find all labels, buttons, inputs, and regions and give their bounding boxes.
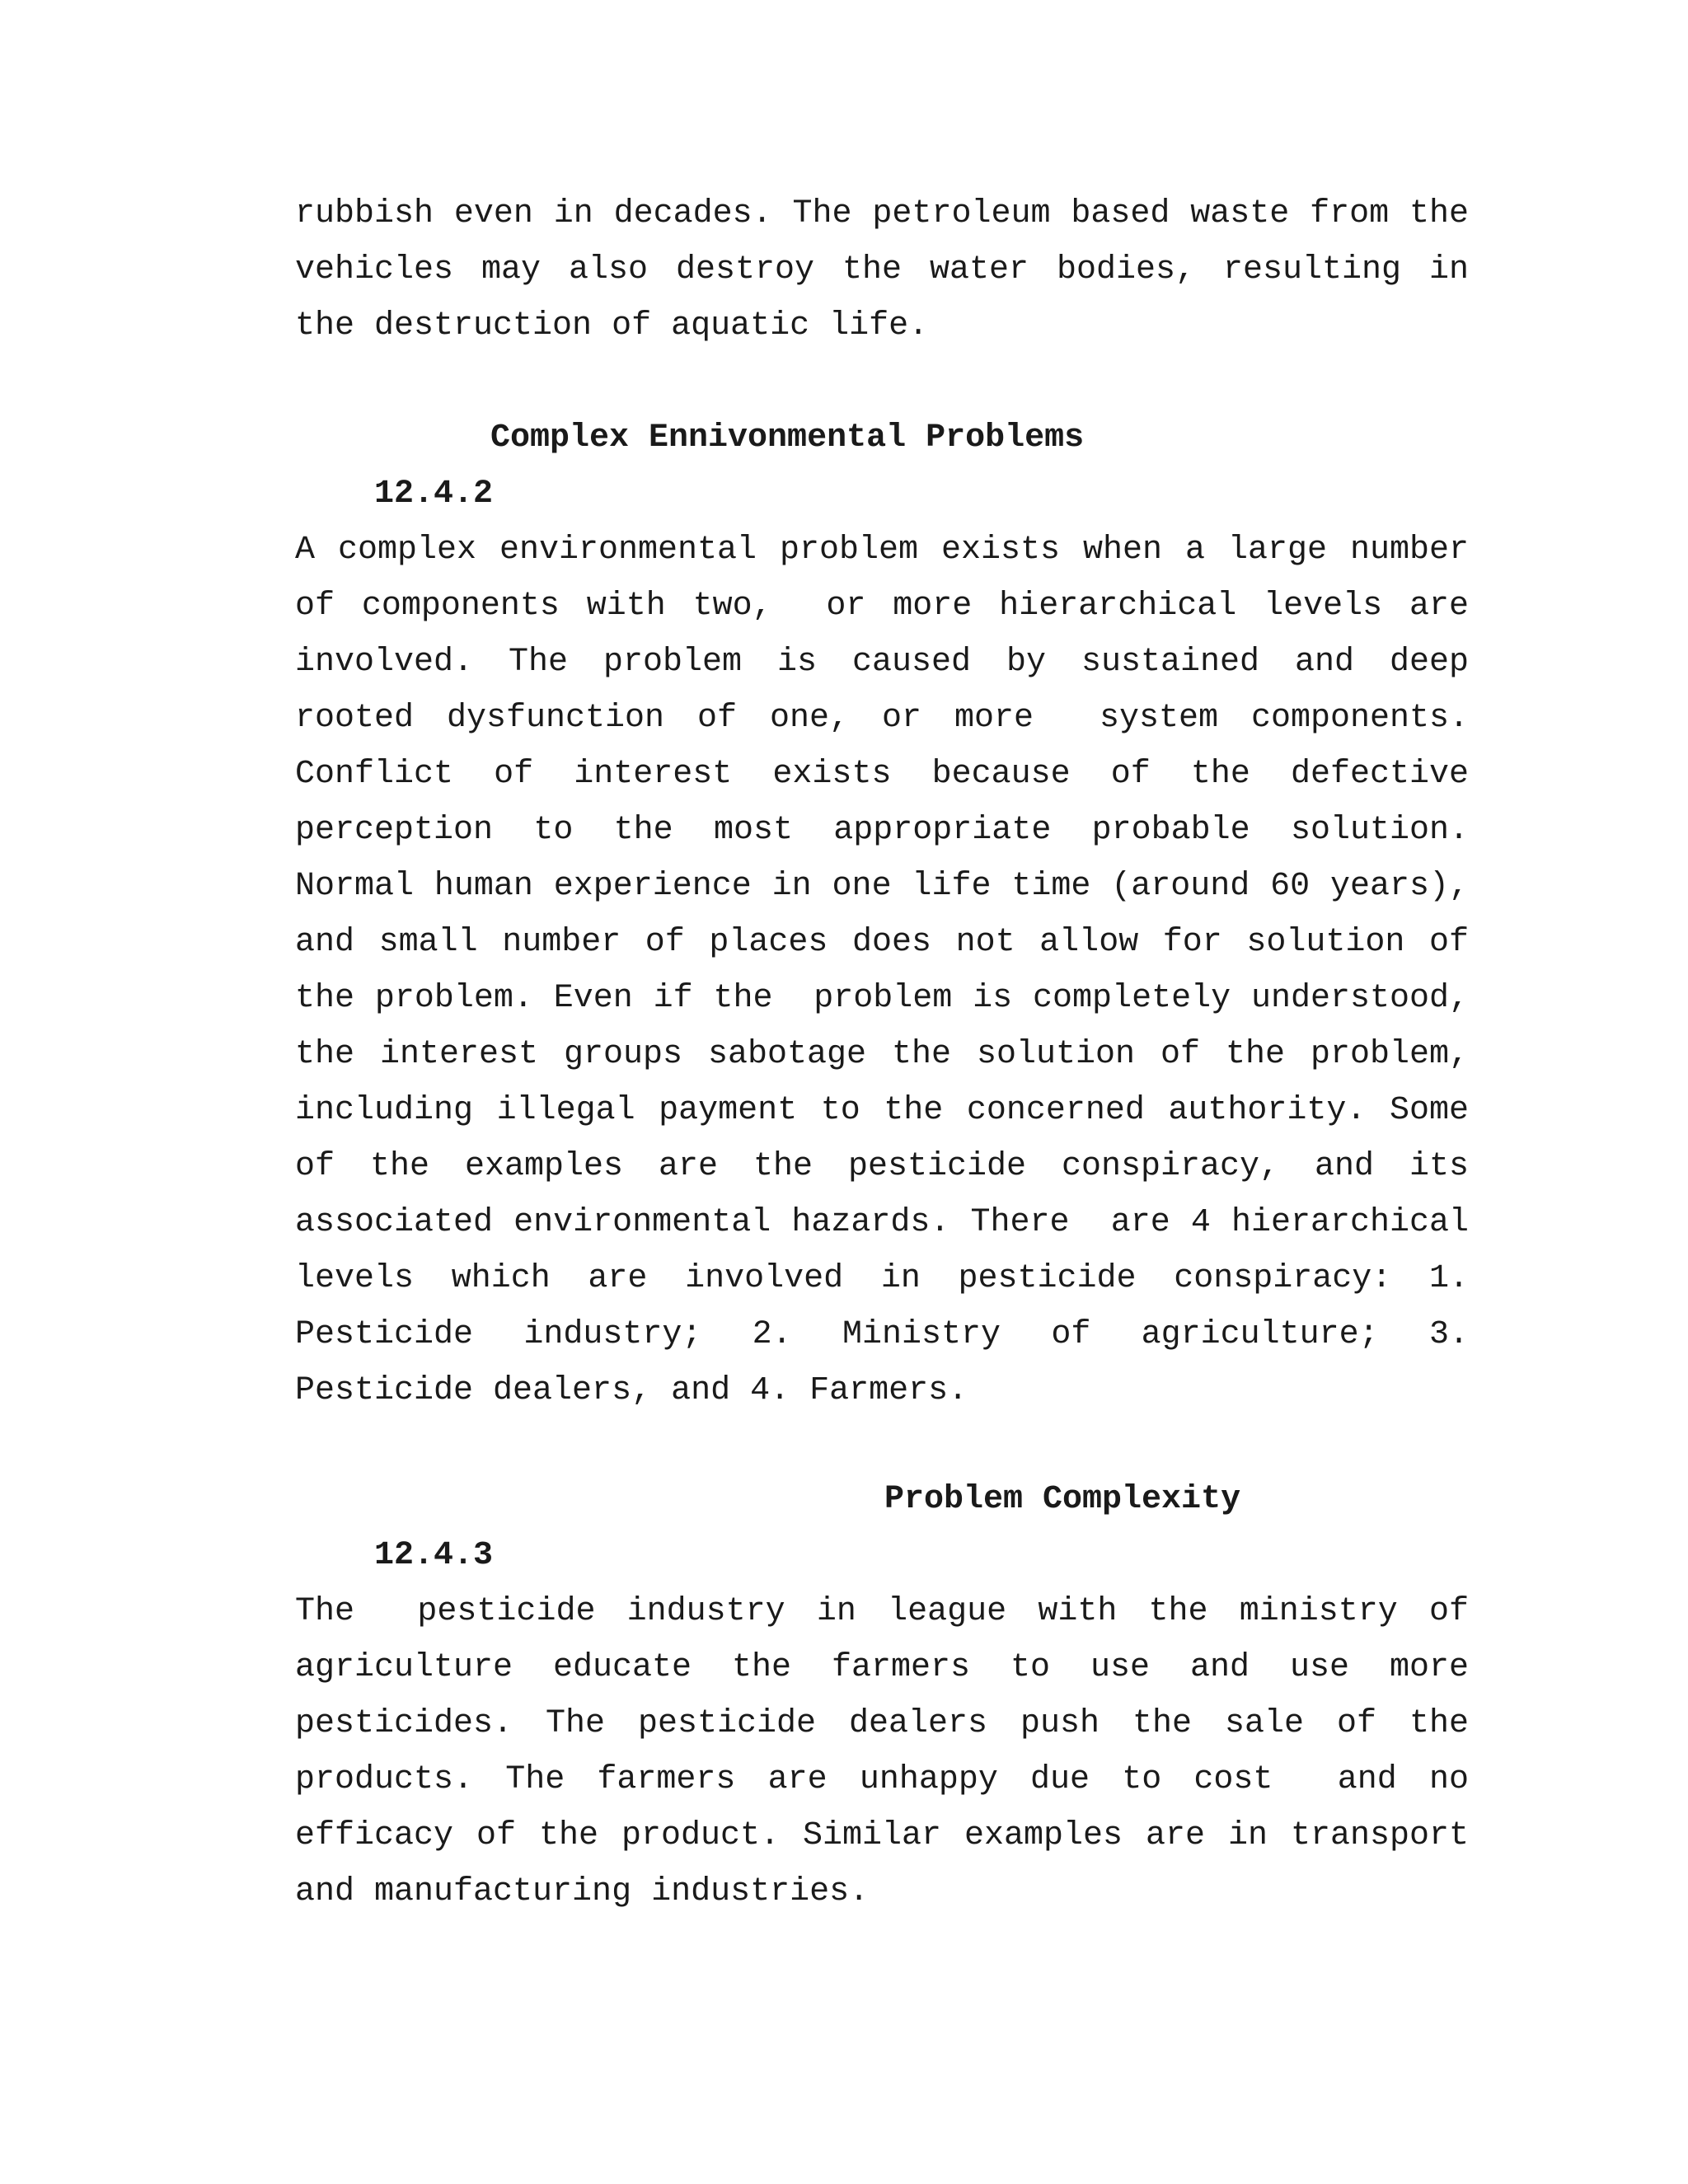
- text-line: rubbish even in decades. The petroleum based waste from the: [295, 195, 1469, 232]
- text-line: the destruction of aquatic life.: [295, 307, 929, 344]
- text-line: including illegal payment to the concerned authority. Some: [295, 1092, 1469, 1129]
- paragraph-problem-complexity: [295, 1584, 1469, 1920]
- text-line: and manufacturing industries.: [295, 1873, 870, 1910]
- section-title: Complex Ennivonmental Problems: [490, 419, 1085, 457]
- text-line: The pesticide industry in league with the ministry of: [295, 1593, 1469, 1630]
- text-line: efficacy of the product. Similar examples are in transport: [295, 1817, 1469, 1854]
- text-line: perception to the most appropriate probable solution.: [295, 812, 1469, 849]
- text-line: Normal human experience in one life time (around 60 years),: [295, 868, 1469, 905]
- section-number: 12.4.3: [374, 1537, 494, 1574]
- text-line: Conflict of interest exists because of the defective: [295, 756, 1469, 793]
- text-line: associated environmental hazards. There are 4 hierarchical: [295, 1204, 1469, 1241]
- text-line: and small number of places does not allow for solution of: [295, 924, 1469, 961]
- section-heading-12-4-3: [295, 1472, 1469, 1574]
- section-title: Problem Complexity: [884, 1481, 1241, 1518]
- text-line: products. The farmers are unhappy due to cost and no: [295, 1761, 1469, 1798]
- section-heading-12-4-2: [295, 410, 1469, 513]
- section-number: 12.4.2: [374, 476, 494, 513]
- text-line: the interest groups sabotage the solution of the problem,: [295, 1036, 1469, 1073]
- text-line: involved. The problem is caused by sustained and deep: [295, 644, 1469, 681]
- text-line: agriculture educate the farmers to use and use more: [295, 1649, 1469, 1686]
- text-line: levels which are involved in pesticide conspiracy: 1.: [295, 1260, 1469, 1297]
- text-line: A complex environmental problem exists when a large number: [295, 532, 1469, 569]
- text-line: pesticides. The pesticide dealers push the sale of the: [295, 1705, 1469, 1742]
- text-line: Pesticide dealers, and 4. Farmers.: [295, 1372, 968, 1409]
- paragraph-complex-problem: [295, 523, 1469, 1419]
- text-line: the problem. Even if the problem is completely understood,: [295, 980, 1469, 1017]
- text-line: vehicles may also destroy the water bodies, resulting in: [295, 251, 1469, 288]
- text-line: of components with two, or more hierarchical levels are: [295, 588, 1469, 625]
- text-line: of the examples are the pesticide conspiracy, and its: [295, 1148, 1469, 1185]
- text-line: Pesticide industry; 2. Ministry of agriculture; 3.: [295, 1316, 1469, 1353]
- paragraph-petroleum-waste: [295, 186, 1469, 354]
- text-line: rooted dysfunction of one, or more system components.: [295, 700, 1469, 737]
